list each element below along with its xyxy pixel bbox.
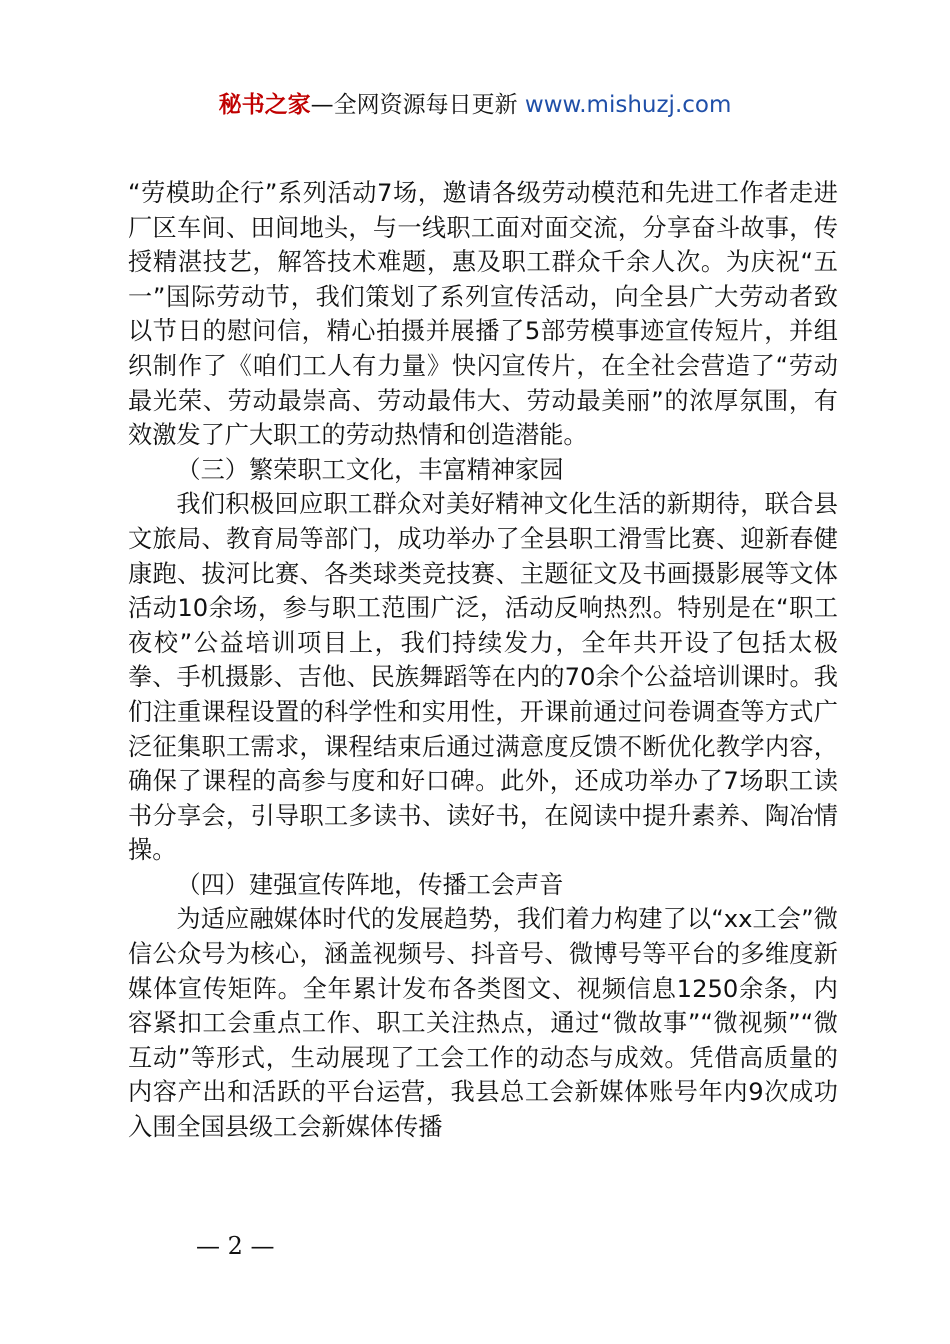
paragraph-section-four: 为适应融媒体时代的发展趋势，我们着力构建了以“xx工会”微信公众号为核心，涵盖视频号、抖音号、微博号等平台的多维度新媒体宣传矩阵。全年累计发布各类图文、视频信息1250余条，内容紧扣工会重点工作、职工关注热点，通过“微故事”“微视频”“微互动”等形式，生动展现了工会工作的动态与成效。凭借高质量的内容产出和活跃的平台运营，我县总工会新媒体账号年内9次成功入围全国县级工会新媒体传播 xyxy=(128,905,838,1142)
section-heading-three: （三）繁荣职工文化，丰富精神家园 xyxy=(176,455,564,484)
site-tagline: —全网资源每日更新 xyxy=(310,92,525,118)
document-body xyxy=(128,176,838,1145)
page-number: — 2 — xyxy=(196,1232,275,1260)
paragraph-section-three: 我们积极回应职工群众对美好精神文化生活的新期待，联合县文旅局、教育局等部门，成功举办了全县职工滑雪比赛、迎新春健康跑、拔河比赛、各类球类竞技赛、主题征文及书画摄影展等文体活动10余场，参与职工范围广泛，活动反响热烈。特别是在“职工夜校”公益培训项目上，我们持续发力，全年共开设了包括太极拳、手机摄影、吉他、民族舞蹈等在内的70余个公益培训课时。我们注重课程设置的科学性和实用性，开课前通过问卷调查等方式广泛征集职工需求，课程结束后通过满意度反馈不断优化教学内容，确保了课程的高参与度和好口碑。此外，还成功举办了7场职工读书分享会，引导职工多读书、读好书，在阅读中提升素养、陶冶情操。 xyxy=(128,490,838,865)
site-url[interactable]: www.mishuzj.com xyxy=(524,92,732,118)
site-watermark-header xyxy=(0,88,950,122)
site-brand: 秘书之家 xyxy=(218,92,311,118)
section-heading-four: （四）建强宣传阵地，传播工会声音 xyxy=(176,870,564,899)
paragraph-continuation: “劳模助企行”系列活动7场，邀请各级劳动模范和先进工作者走进厂区车间、田间地头，与一线职工面对面交流，分享奋斗故事，传授精湛技艺，解答技术难题，惠及职工群众千余人次。为庆祝“五一”国际劳动节，我们策划了系列宣传活动，向全县广大劳动者致以节日的慰问信，精心拍摄并展播了5部劳模事迹宣传短片，并组织制作了《咱们工人有力量》快闪宣传片，在全社会营造了“劳动最光荣、劳动最崇高、劳动最伟大、劳动最美丽”的浓厚氛围，有效激发了广大职工的劳动热情和创造潜能。 xyxy=(128,179,838,450)
